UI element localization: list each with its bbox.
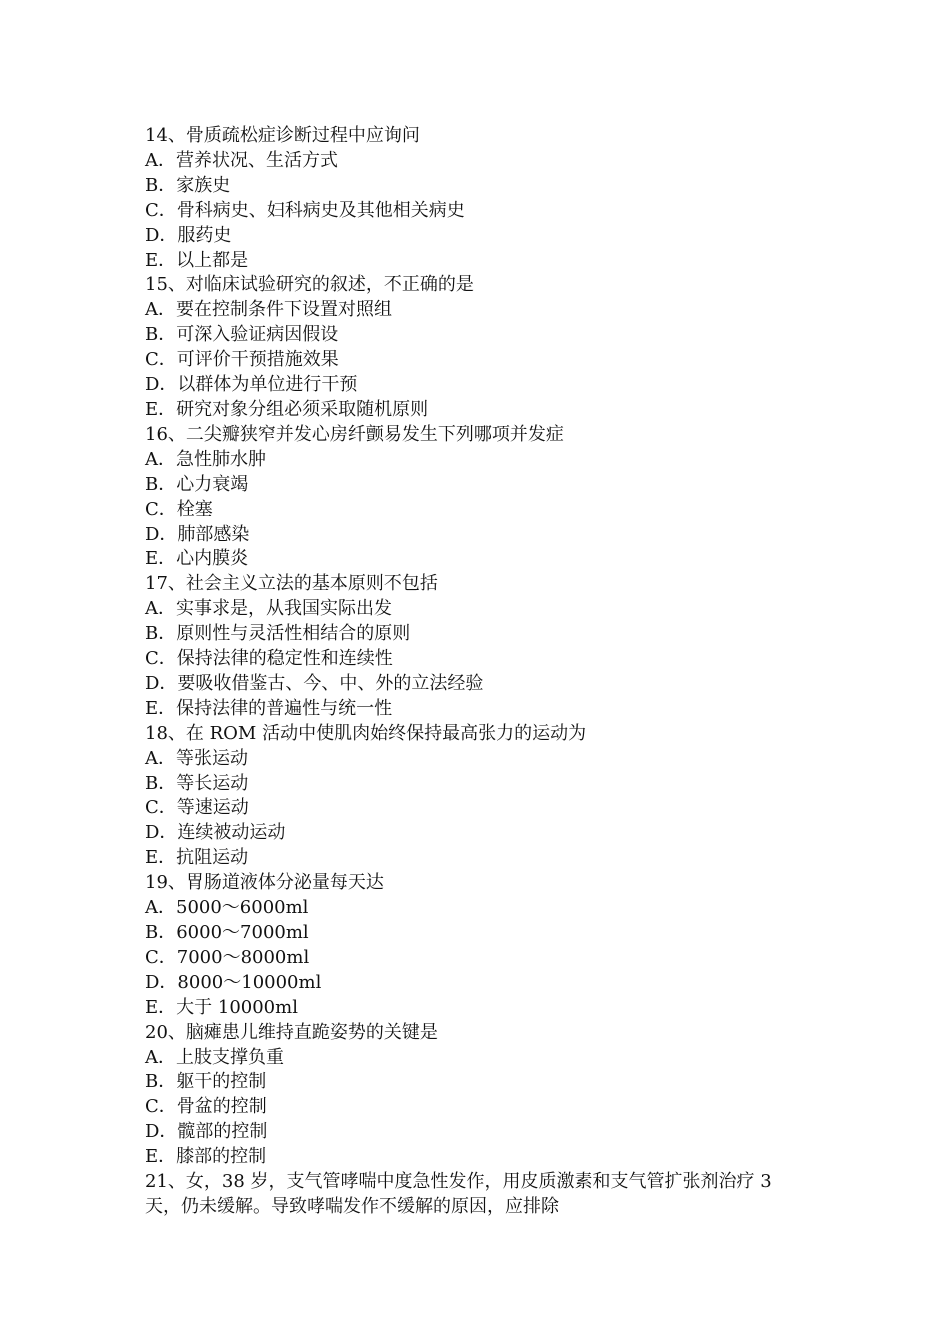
question-15 bbox=[145, 273, 815, 422]
option-c: C．可评价干预措施效果 bbox=[145, 349, 339, 371]
option-d: D．连续被动运动 bbox=[145, 822, 286, 844]
question-16 bbox=[145, 423, 815, 572]
option-b: B．6000～7000ml bbox=[145, 922, 309, 943]
option-d: D．以群体为单位进行干预 bbox=[145, 374, 358, 396]
option-b: B．躯干的控制 bbox=[145, 1071, 267, 1093]
question-stem-line-1: 21、女，38 岁，支气管哮喘中度急性发作，用皮质激素和支气管扩张剂治疗 3 bbox=[145, 1171, 772, 1193]
question-stem-line-2: 天，仍未缓解。导致哮喘发作不缓解的原因，应排除 bbox=[145, 1195, 559, 1217]
option-a: A．实事求是，从我国实际出发 bbox=[145, 598, 392, 620]
question-21 bbox=[145, 1170, 815, 1220]
question-17 bbox=[145, 572, 815, 721]
option-c: C．保持法律的稳定性和连续性 bbox=[145, 648, 393, 670]
question-stem: 20、脑瘫患儿维持直跪姿势的关键是 bbox=[145, 1021, 438, 1043]
option-d: D．肺部感染 bbox=[145, 523, 250, 545]
option-a: A．营养状况、生活方式 bbox=[145, 149, 338, 171]
option-b: B．原则性与灵活性相结合的原则 bbox=[145, 623, 411, 645]
document-page bbox=[145, 124, 815, 1220]
question-stem: 19、胃肠道液体分泌量每天达 bbox=[145, 872, 384, 894]
option-c: C．栓塞 bbox=[145, 498, 213, 520]
option-d: D．8000～10000ml bbox=[145, 971, 322, 993]
option-c: C．等速运动 bbox=[145, 797, 249, 819]
option-a: A．急性肺水肿 bbox=[145, 448, 266, 470]
option-b: B．心力衰竭 bbox=[145, 473, 249, 495]
option-c: C．骨科病史、妇科病史及其他相关病史 bbox=[145, 199, 465, 221]
option-e: E．保持法律的普遍性与统一性 bbox=[145, 697, 393, 719]
question-stem: 15、对临床试验研究的叙述，不正确的是 bbox=[145, 274, 474, 296]
option-b: B．等长运动 bbox=[145, 772, 249, 794]
option-e: E．膝部的控制 bbox=[145, 1146, 267, 1168]
question-20 bbox=[145, 1021, 815, 1170]
option-a: A．上肢支撑负重 bbox=[145, 1046, 284, 1068]
option-e: E．抗阻运动 bbox=[145, 847, 249, 869]
option-a: A．要在控制条件下设置对照组 bbox=[145, 299, 392, 321]
option-b: B．可深入验证病因假设 bbox=[145, 324, 339, 346]
option-e: E．大于 10000ml bbox=[145, 996, 298, 1018]
question-stem: 14、骨质疏松症诊断过程中应询问 bbox=[145, 125, 420, 146]
question-19 bbox=[145, 871, 815, 1020]
option-c: C．7000～8000ml bbox=[145, 946, 310, 968]
option-c: C．骨盆的控制 bbox=[145, 1096, 267, 1118]
option-d: D．要吸收借鉴古、今、中、外的立法经验 bbox=[145, 672, 484, 694]
option-a: A．等张运动 bbox=[145, 747, 248, 769]
option-e: E．研究对象分组必须采取随机原则 bbox=[145, 398, 429, 420]
question-stem: 16、二尖瓣狭窄并发心房纤颤易发生下列哪项并发症 bbox=[145, 423, 564, 445]
question-14 bbox=[145, 124, 815, 273]
question-stem: 18、在 ROM 活动中使肌肉始终保持最高张力的运动为 bbox=[145, 722, 587, 744]
question-18 bbox=[145, 722, 815, 871]
option-a: A．5000～6000ml bbox=[145, 897, 309, 919]
option-e: E．以上都是 bbox=[145, 249, 249, 271]
question-stem: 17、社会主义立法的基本原则不包括 bbox=[145, 573, 438, 595]
option-b: B．家族史 bbox=[145, 174, 231, 196]
option-d: D．髋部的控制 bbox=[145, 1121, 268, 1143]
option-e: E．心内膜炎 bbox=[145, 548, 249, 570]
option-d: D．服药史 bbox=[145, 224, 232, 246]
